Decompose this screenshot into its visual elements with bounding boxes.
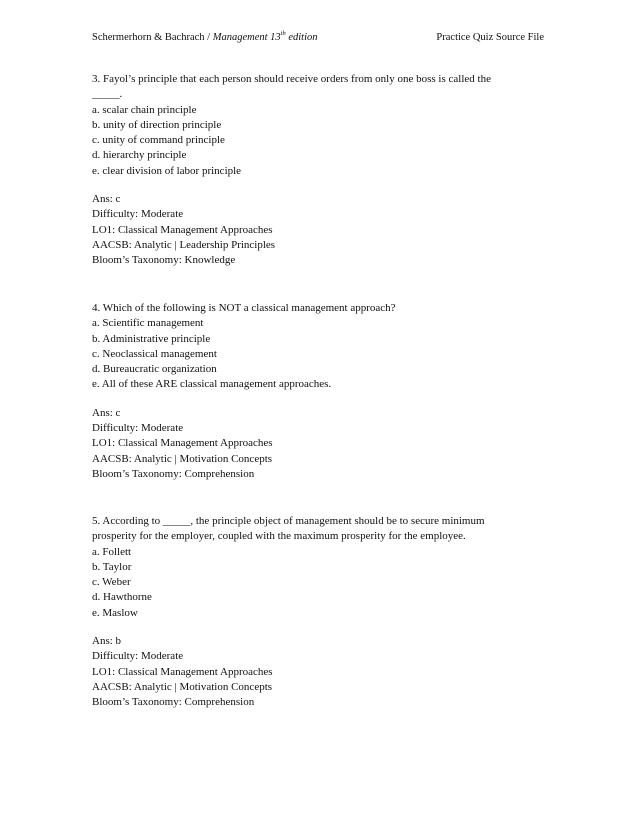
question-stem-line: prosperity for the employer, coupled with the maximum prosperity for the employee. <box>92 530 466 543</box>
bloom-taxonomy: Bloom’s Taxonomy: Knowledge <box>92 254 236 267</box>
option-e: e. Maslow <box>92 606 138 619</box>
difficulty: Difficulty: Moderate <box>92 208 184 221</box>
aacsb: AACSB: Analytic | Motivation Concepts <box>92 452 273 465</box>
question-stem-line: 5. According to _____, the principle object of management should be to secure minimum <box>92 515 485 527</box>
bloom-taxonomy: Bloom’s Taxonomy: Comprehension <box>92 696 255 709</box>
option-c: c. unity of command principle <box>92 134 225 147</box>
header-citation <box>92 31 318 45</box>
answer: Ans: c <box>92 193 121 206</box>
answer: Ans: b <box>92 635 122 648</box>
question-stem-line: 3. Fayol’s principle that each person should receive orders from only one boss is called the <box>92 73 491 85</box>
learning-objective: LO1: Classical Management Approaches <box>92 437 273 450</box>
option-e: e. clear division of labor principle <box>92 164 242 177</box>
header-authors: Schermerhorn & Bachrach / <box>92 32 213 43</box>
aacsb: AACSB: Analytic | Motivation Concepts <box>92 680 273 693</box>
bloom-taxonomy: Bloom’s Taxonomy: Comprehension <box>92 467 255 480</box>
question-block-5 <box>92 514 532 711</box>
option-a: a. scalar chain principle <box>92 103 197 116</box>
option-d: d. Hawthorne <box>92 591 152 604</box>
difficulty: Difficulty: Moderate <box>92 650 184 663</box>
option-c: c. Neoclassical management <box>92 347 217 360</box>
option-c: c. Weber <box>92 576 131 589</box>
option-d: d. hierarchy principle <box>92 149 187 162</box>
option-b: b. unity of direction principle <box>92 118 222 131</box>
aacsb: AACSB: Analytic | Leadership Principles <box>92 238 276 251</box>
difficulty: Difficulty: Moderate <box>92 422 184 435</box>
question-block-3 <box>92 72 532 269</box>
option-b: b. Administrative principle <box>92 332 211 345</box>
header-edition-sup: th <box>280 30 286 37</box>
option-d: d. Bureaucratic organization <box>92 363 217 376</box>
learning-objective: LO1: Classical Management Approaches <box>92 223 273 236</box>
question-block-4 <box>92 301 532 482</box>
answer: Ans: c <box>92 406 121 419</box>
option-a: a. Scientific management <box>92 317 204 330</box>
question-stem-line: 4. Which of the following is NOT a classical management approach? <box>92 302 396 314</box>
learning-objective: LO1: Classical Management Approaches <box>92 665 273 678</box>
option-b: b. Taylor <box>92 560 132 573</box>
header-book-title: Management 13th edition <box>212 30 318 43</box>
header-right-text: Practice Quiz Source File <box>436 32 544 43</box>
option-e: e. All of these ARE classical management approaches. <box>92 378 332 391</box>
option-a: a. Follett <box>92 545 132 558</box>
question-stem-line: _____. <box>92 88 123 101</box>
